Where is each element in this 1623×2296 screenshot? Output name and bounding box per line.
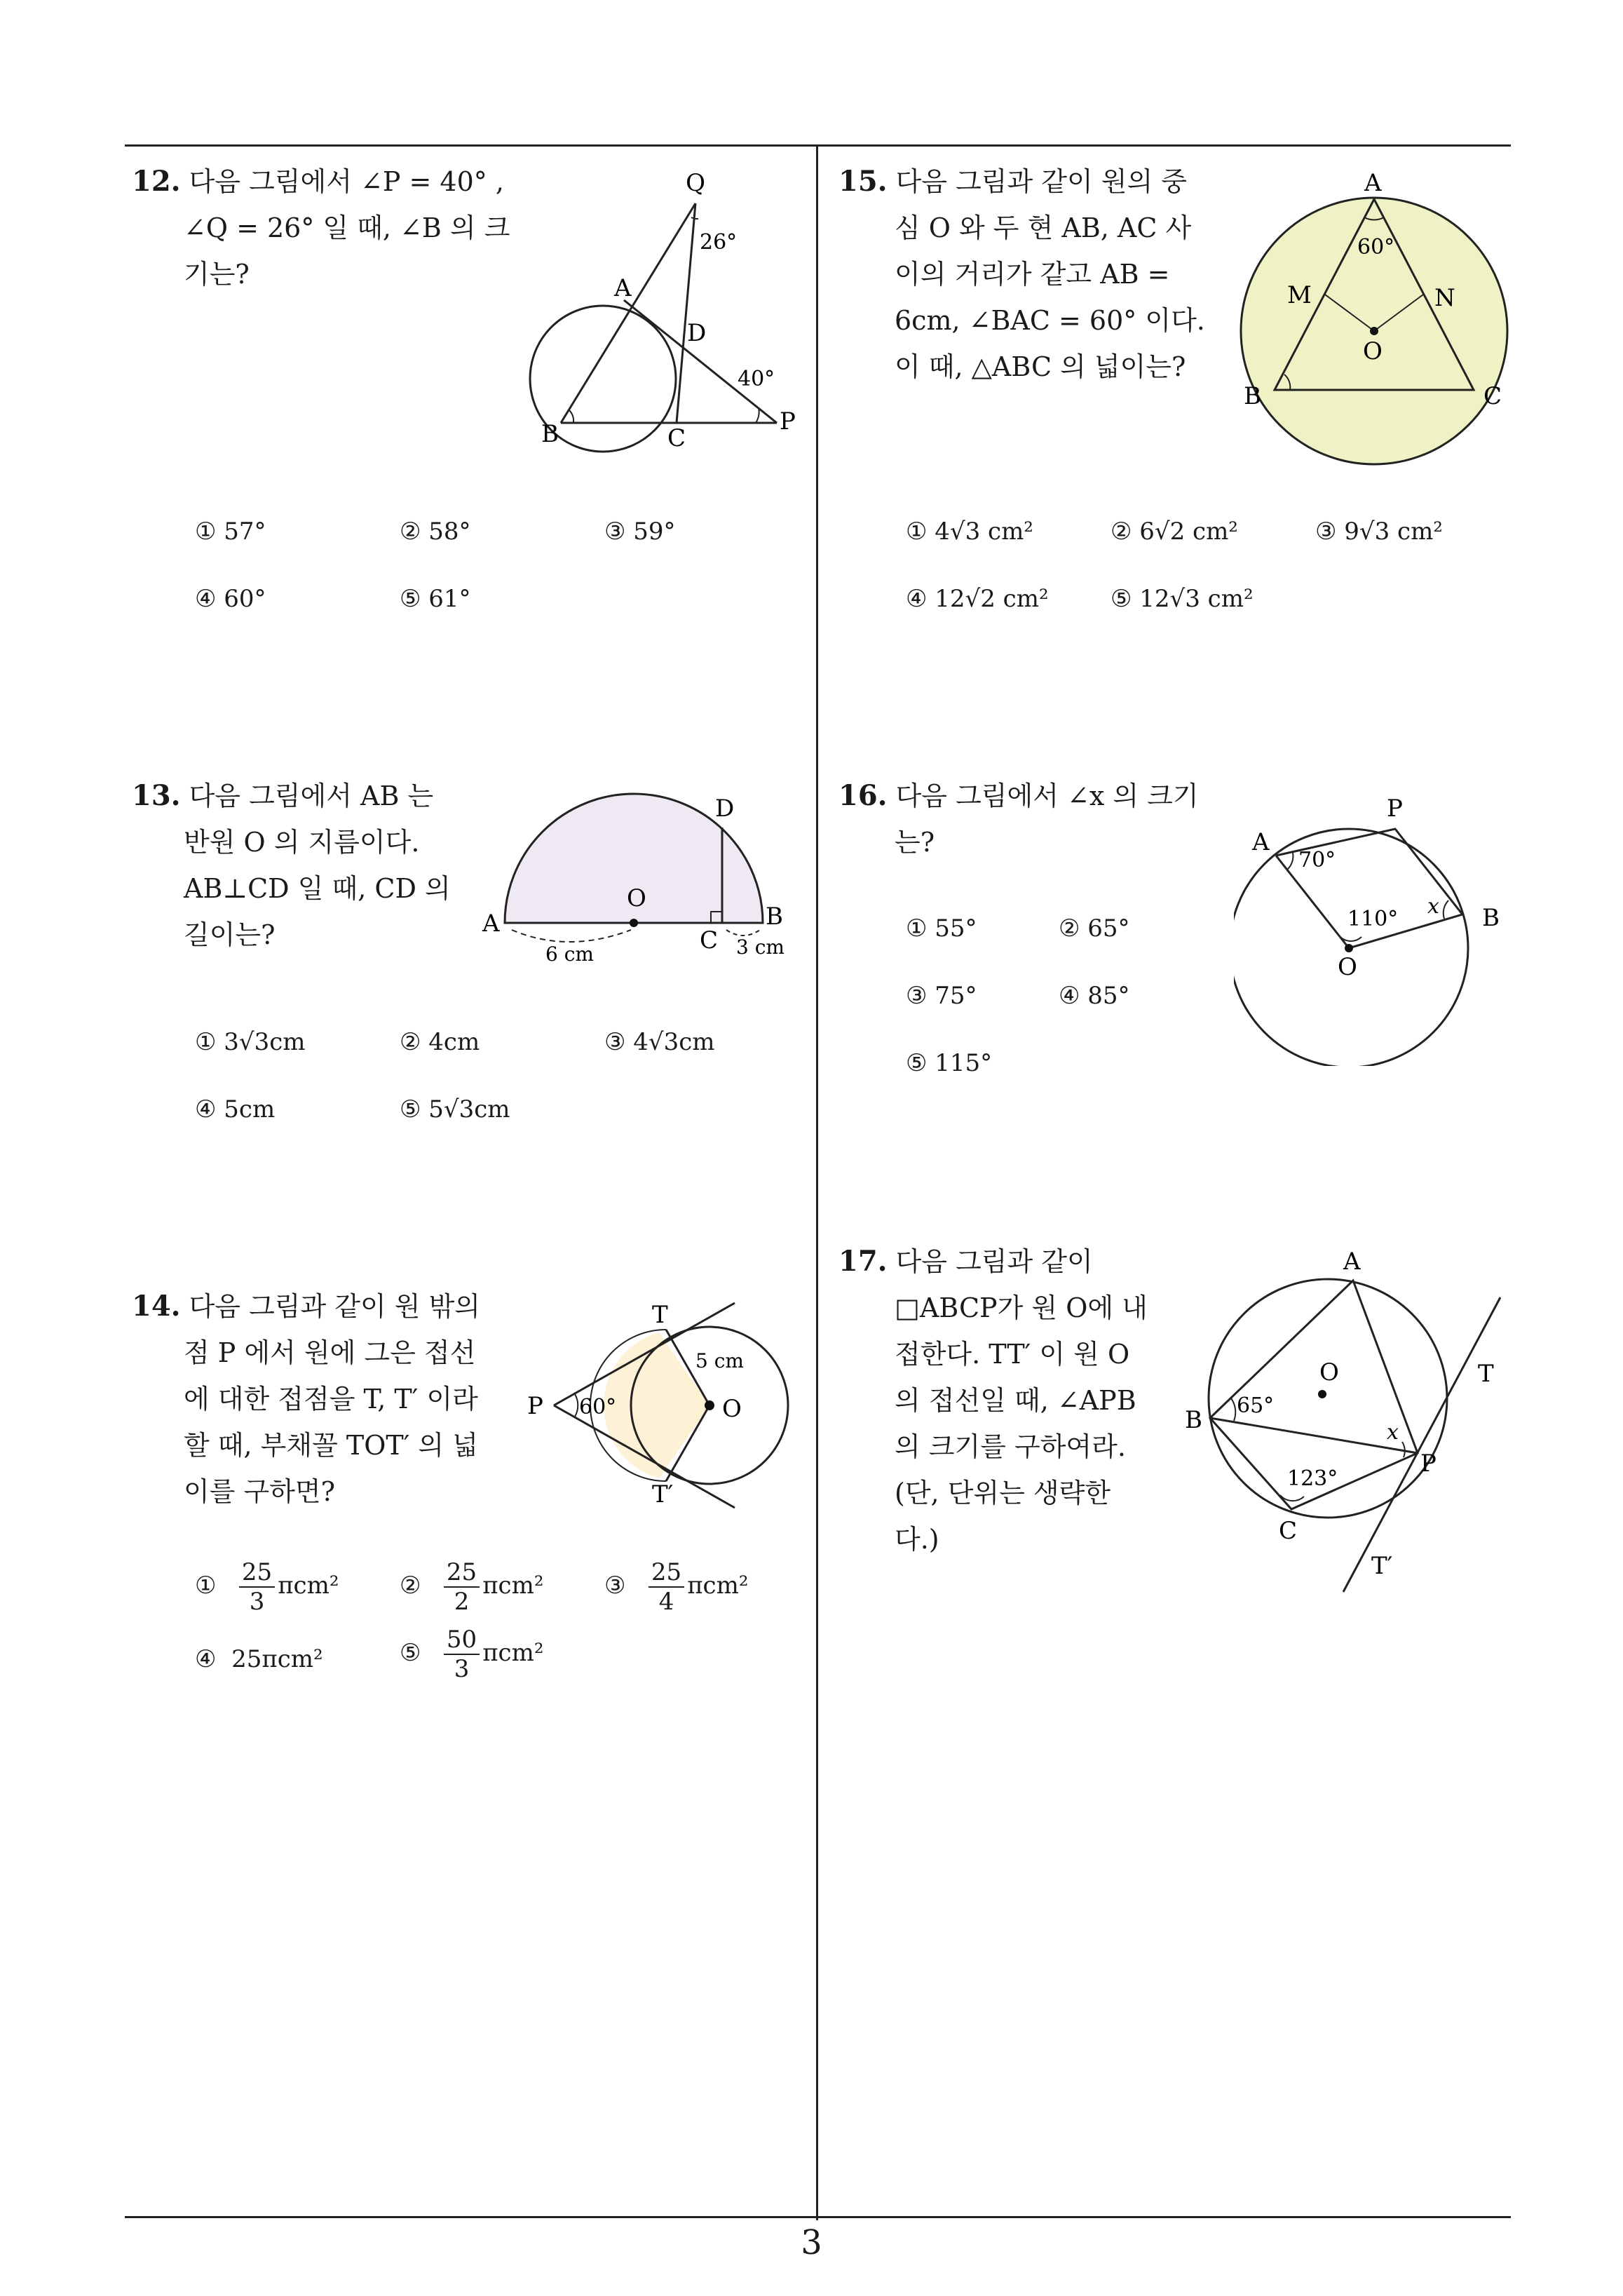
question-15-line-2: 심 O 와 두 현 AB, AC 사 [895, 212, 1192, 243]
question-13-line-2: 반원 O 의 지름이다. [184, 827, 420, 858]
bottom-rule [125, 2216, 1511, 2218]
question-16-line-2: 는? [895, 827, 935, 858]
fig16-label-O: O [1338, 953, 1357, 981]
fig15-label-M: M [1287, 281, 1312, 309]
question-15-line-3: 이의 거리가 같고 AB = [895, 259, 1170, 290]
fig16-label-A: A [1252, 828, 1270, 856]
fig12-label-Q: Q [686, 169, 705, 197]
fig16-label-ang110: 110° [1347, 907, 1399, 931]
q15-option-4[interactable]: ④ 12√2 cm² [906, 585, 1049, 613]
q16-option-2[interactable]: ② 65° [1059, 914, 1130, 943]
question-13-line-3: AB⊥CD 일 때, CD 의 [184, 873, 451, 904]
q14-option-5[interactable]: ⑤ $\frac{50}{3}$ πcm² [400, 1626, 544, 1683]
q14-option-4[interactable]: ④ 25πcm² [195, 1645, 323, 1673]
fig15-label-O: O [1363, 337, 1383, 365]
fig17-label-O: O [1319, 1358, 1339, 1386]
fig17-label-B: B [1185, 1406, 1202, 1434]
fig12-label-P: P [780, 407, 796, 435]
question-12-line-1: 12. 다음 그림에서 ∠P = 40° , [132, 165, 504, 198]
q14-option-1[interactable]: ① $\frac{25}{3}$ πcm² [195, 1558, 339, 1616]
question-17-line-3: 접한다. TT′ 이 원 O [895, 1339, 1130, 1370]
q16-option-4[interactable]: ④ 85° [1059, 982, 1130, 1010]
fig13-label-len1: 6 cm [545, 943, 594, 966]
question-12-line-2: ∠Q = 26° 일 때, ∠B 의 크 [184, 212, 510, 243]
q14-option-3[interactable]: ③ $\frac{25}{4}$ πcm² [604, 1558, 749, 1616]
question-15-line-4: 6cm, ∠BAC = 60° 이다. [895, 305, 1205, 336]
q15-option-5[interactable]: ⑤ 12√3 cm² [1111, 585, 1254, 613]
question-14-line-4: 할 때, 부채꼴 TOT′ 의 넓 [184, 1430, 478, 1461]
question-12-figure [519, 168, 813, 463]
fig16-label-B: B [1482, 904, 1500, 932]
fig15-label-N: N [1434, 284, 1455, 312]
q16-option-3[interactable]: ③ 75° [906, 982, 977, 1010]
fig13-label-len2: 3 cm [736, 936, 785, 959]
question-17-line-7: 다.) [895, 1524, 939, 1555]
fig13-label-D: D [715, 795, 735, 823]
fig16-label-x: x [1427, 894, 1439, 919]
fig14-label-T2: T′ [652, 1480, 674, 1508]
question-17-line-4: 의 접선일 때, ∠APB [895, 1385, 1136, 1416]
fig13-label-O: O [627, 884, 646, 912]
q12-option-1[interactable]: ① 57° [195, 518, 266, 546]
fig12-label-C: C [667, 424, 686, 452]
fig12-label-angQ: 26° [700, 230, 738, 255]
question-13-line-1: 13. 다음 그림에서 AB 는 [132, 779, 434, 812]
fig14-label-T: T [652, 1301, 668, 1329]
fig16-label-P: P [1387, 795, 1403, 823]
question-17-figure [1164, 1241, 1514, 1606]
fig17-label-ang65: 65° [1237, 1393, 1275, 1418]
column-divider [816, 144, 818, 2220]
question-16-line-1: 16. 다음 그림에서 ∠x 의 크기 [838, 779, 1199, 812]
fig14-label-P: P [527, 1392, 543, 1420]
fig17-label-A: A [1343, 1248, 1361, 1276]
q15-option-3[interactable]: ③ 9√3 cm² [1315, 518, 1443, 546]
fig13-label-B: B [766, 903, 783, 931]
question-12-line-3: 기는? [184, 259, 250, 290]
q13-option-5[interactable]: ⑤ 5√3cm [400, 1095, 510, 1123]
fig14-label-r: 5 cm [695, 1349, 744, 1372]
fig12-label-angP: 40° [738, 367, 775, 391]
question-14-line-5: 이를 구하면? [184, 1476, 335, 1507]
q13-option-4[interactable]: ④ 5cm [195, 1095, 276, 1123]
question-17-line-5: 의 크기를 구하여라. [895, 1431, 1126, 1462]
question-17-line-2: □ABCP가 원 O에 내 [895, 1292, 1148, 1323]
question-14-line-2: 점 P 에서 원에 그은 접선 [184, 1337, 476, 1368]
fig12-label-D: D [687, 319, 707, 347]
fig12-label-A: A [614, 274, 632, 302]
fig17-label-x: x [1387, 1420, 1399, 1445]
q15-option-2[interactable]: ② 6√2 cm² [1111, 518, 1238, 546]
fig14-label-O: O [722, 1395, 742, 1423]
q13-option-3[interactable]: ③ 4√3cm [604, 1028, 715, 1056]
fig12-label-B: B [541, 420, 559, 448]
fig14-label-ang: 60° [579, 1395, 617, 1419]
fig17-label-P: P [1420, 1450, 1437, 1478]
question-17-line-6: (단, 단위는 생략한 [895, 1478, 1111, 1508]
fig15-label-A: A [1364, 169, 1382, 197]
q12-option-3[interactable]: ③ 59° [604, 518, 676, 546]
question-14-line-3: 에 대한 접점을 T, T′ 이라 [184, 1384, 478, 1414]
fig13-label-C: C [700, 926, 719, 954]
question-17-line-1: 17. 다음 그림과 같이 [838, 1245, 1093, 1278]
fig15-label-ang: 60° [1357, 235, 1395, 259]
fig17-label-T: T [1478, 1360, 1494, 1388]
q13-option-1[interactable]: ① 3√3cm [195, 1028, 306, 1056]
fig15-label-C: C [1483, 382, 1502, 410]
q12-option-5[interactable]: ⑤ 61° [400, 585, 471, 613]
fig17-label-ang123: 123° [1287, 1466, 1338, 1491]
question-14-line-1: 14. 다음 그림과 같이 원 밖의 [132, 1290, 480, 1323]
question-13-figure [477, 785, 813, 989]
q13-option-2[interactable]: ② 4cm [400, 1028, 480, 1056]
fig15-label-B: B [1244, 382, 1261, 410]
q16-option-1[interactable]: ① 55° [906, 914, 977, 943]
fig16-label-ang70: 70° [1298, 848, 1336, 872]
q12-option-4[interactable]: ④ 60° [195, 585, 266, 613]
page-number: 3 [801, 2223, 822, 2262]
q16-option-5[interactable]: ⑤ 115° [906, 1049, 993, 1077]
q12-option-2[interactable]: ② 58° [400, 518, 471, 546]
q14-option-2[interactable]: ② $\frac{25}{2}$ πcm² [400, 1558, 544, 1616]
question-15-figure [1234, 168, 1514, 477]
question-16-figure [1234, 785, 1514, 1066]
question-13-line-4: 길이는? [184, 919, 276, 950]
q15-option-1[interactable]: ① 4√3 cm² [906, 518, 1033, 546]
question-14-figure [519, 1290, 813, 1522]
question-15-line-1: 15. 다음 그림과 같이 원의 중 [838, 165, 1187, 198]
question-15-line-5: 이 때, △ABC 의 넓이는? [895, 351, 1186, 382]
fig13-label-A: A [482, 910, 500, 938]
fig17-label-C: C [1279, 1517, 1298, 1545]
fig17-label-T2: T′ [1371, 1552, 1393, 1580]
